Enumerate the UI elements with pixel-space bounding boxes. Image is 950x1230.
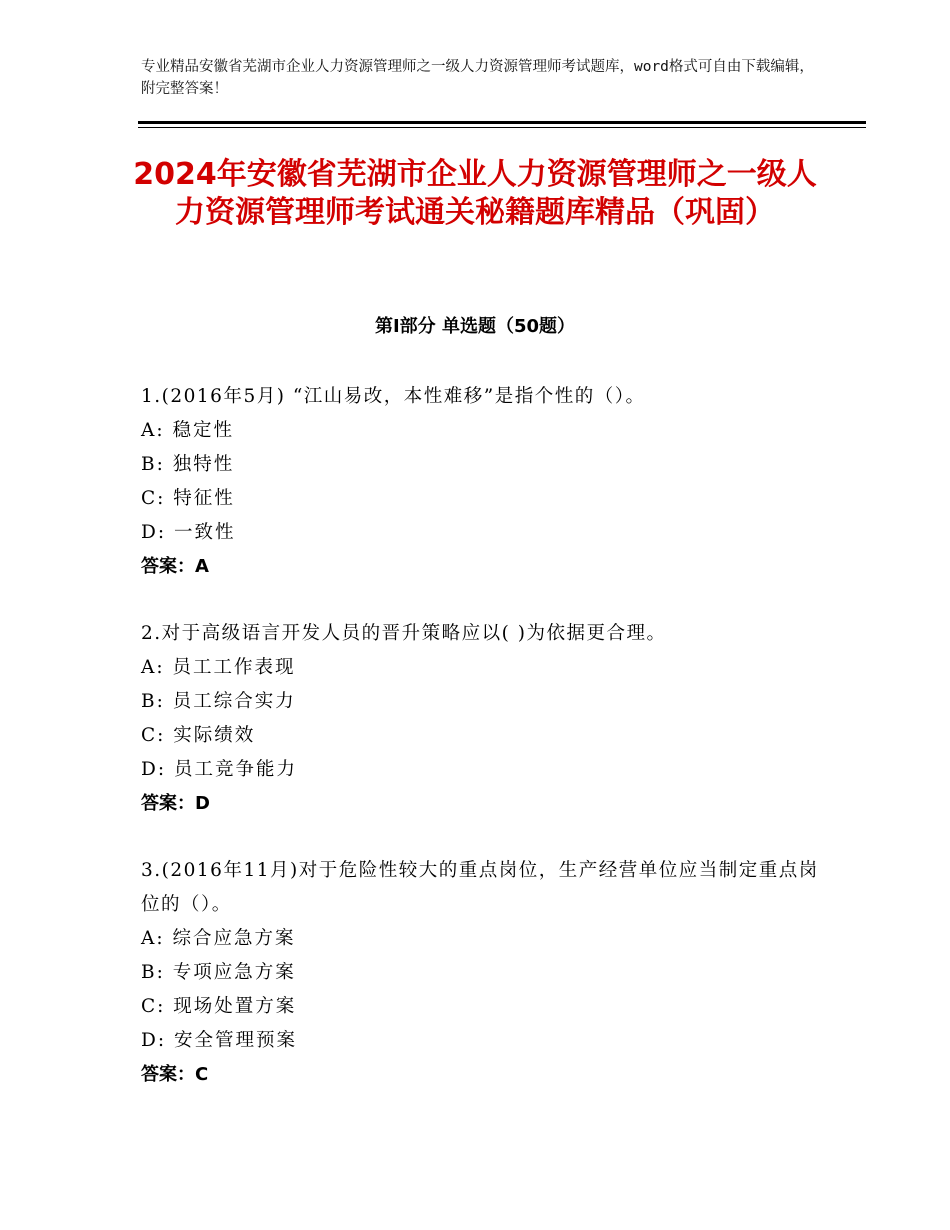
question-list xyxy=(141,380,821,1125)
option-d: D: 一致性 xyxy=(141,522,236,543)
header-note: 专业精品安徽省芜湖市企业人力资源管理师之一级人力资源管理师考试题库，word格式可自由下载编辑，附完整答案！ xyxy=(141,59,814,97)
option-c: C: 现场处置方案 xyxy=(141,996,297,1017)
option-a: A: 员工工作表现 xyxy=(141,657,296,678)
option-b: B: 独特性 xyxy=(141,454,235,475)
option-a: A: 稳定性 xyxy=(141,420,234,441)
option-d: D: 员工竞争能力 xyxy=(141,759,297,780)
header-divider-thick xyxy=(138,121,866,124)
answer-line: 答案：C xyxy=(141,1064,209,1085)
question-text: 2.对于高级语言开发人员的晋升策略应以( )为依据更合理。 xyxy=(141,623,667,644)
question-item xyxy=(141,380,821,584)
question-text: 1.(2016年5月) “江山易改，本性难移”是指个性的（）。 xyxy=(141,386,646,407)
option-b: B: 专项应急方案 xyxy=(141,962,296,983)
answer-line: 答案：A xyxy=(141,556,209,577)
option-c: C: 实际绩效 xyxy=(141,725,256,746)
option-b: B: 员工综合实力 xyxy=(141,691,296,712)
option-d: D: 安全管理预案 xyxy=(141,1030,297,1051)
question-item xyxy=(141,854,821,1092)
option-a: A: 综合应急方案 xyxy=(141,928,296,949)
question-item xyxy=(141,617,821,821)
document-title: 2024年安徽省芜湖市企业人力资源管理师之一级人力资源管理师考试通关秘籍题库精品（巩固） xyxy=(133,157,817,230)
header-divider-thin xyxy=(138,127,866,128)
option-c: C: 特征性 xyxy=(141,488,235,509)
answer-line: 答案：D xyxy=(141,793,210,814)
section-heading: 第Ⅰ部分 单选题（50题） xyxy=(374,316,575,337)
question-text: 3.(2016年11月)对于危险性较大的重点岗位，生产经营单位应当制定重点岗位的（）。 xyxy=(141,860,819,915)
